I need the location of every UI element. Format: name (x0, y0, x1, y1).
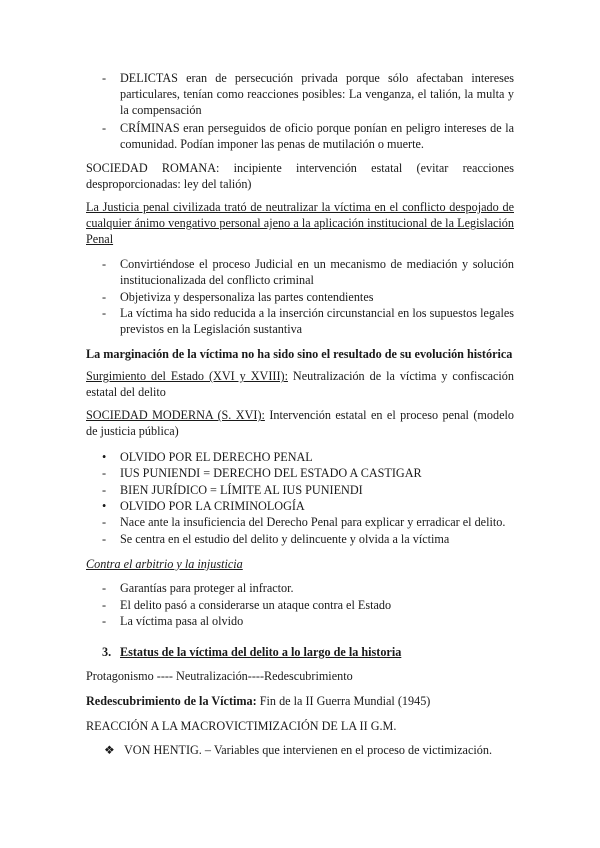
list-item-olvido-criminologia (102, 498, 514, 514)
marginacion-heading: La marginación de la víctima no ha sido sino el resultado de su evolución histórica (86, 347, 513, 361)
dash-marker: - (102, 257, 107, 271)
dash-marker: - (102, 290, 107, 304)
section-title: Estatus de la víctima del delito a lo largo de la historia (120, 645, 402, 659)
list-item-se-centra (102, 531, 514, 547)
sociedad-moderna-label: SOCIEDAD MODERNA (S. XVI): (86, 408, 265, 422)
contra-arbitrio-heading: Contra el arbitrio y la injusticia (86, 557, 243, 571)
list-item-text: CRÍMINAS eran perseguidos de oficio porque ponían en peligro intereses de la comunidad. Podían imponer las penas de mutilación o muerte. (120, 121, 514, 152)
justicia-penal-paragraph: La Justicia penal civilizada trató de neutralizar la víctima en el conflicto despojado de cualquier ánimo vengativo personal ajeno a la aplicación institucional de la Legislación Penal (86, 200, 514, 247)
dash-marker: - (102, 532, 107, 546)
list-item-text: DELICTAS eran de persecución privada porque sólo afectaban intereses particulares, tenían como reacciones posibles: La venganza, el talión, la multa y la compensación (120, 71, 514, 118)
protagonismo-line: Protagonismo ---- Neutralización----Redescubrimiento (86, 669, 353, 683)
redescubrimiento-label: Redescubrimiento de la Víctima: (86, 694, 257, 708)
list-item-text: El delito pasó a considerarse un ataque contra el Estado (120, 598, 392, 612)
list-item-objetiviza (102, 289, 514, 305)
list-item-victima-reducida (102, 305, 514, 337)
dash-marker: - (102, 71, 107, 85)
list-item-von-hentig (104, 742, 516, 758)
dash-marker: - (102, 614, 107, 628)
list-item-text: IUS PUNIENDI = DERECHO DEL ESTADO A CASTIGAR (120, 466, 422, 480)
list-item-text: Garantías para proteger al infractor. (120, 581, 294, 595)
list-item-delito-paso (102, 597, 514, 613)
list-item-text: Objetiviza y despersonaliza las partes contendientes (120, 290, 374, 304)
list-item-text: Convirtiéndose el proceso Judicial en un mecanismo de mediación y solución institucionalizada del conflicto criminal (120, 257, 514, 288)
sociedad-romana-paragraph: SOCIEDAD ROMANA: incipiente intervención estatal (evitar reacciones desproporcionadas: ley del talión) (86, 161, 514, 192)
list-item-text: La víctima ha sido reducida a la inserción circunstancial en los supuestos legales previstos en la Legislación sustantiva (120, 306, 514, 337)
list-item-text: La víctima pasa al olvido (120, 614, 244, 628)
dash-marker: - (102, 515, 107, 529)
list-item-text: Se centra en el estudio del delito y delincuente y olvida a la víctima (120, 532, 450, 546)
list-item-text: VON HENTIG. – Variables que intervienen en el proceso de victimización. (124, 743, 492, 757)
dash-marker: - (102, 598, 107, 612)
dash-marker: - (102, 581, 107, 595)
list-item-delictas (102, 70, 514, 119)
list-item-olvido-derecho (102, 449, 514, 465)
list-item-bien-juridico (102, 482, 514, 498)
list-item-text: BIEN JURÍDICO = LÍMITE AL IUS PUNIENDI (120, 483, 363, 497)
redescubrimiento-line (86, 693, 514, 709)
surgimiento-text: Neutralización de la víctima y confiscación estatal del delito (86, 369, 514, 400)
list-item-text: OLVIDO POR LA CRIMINOLOGÍA (120, 499, 305, 513)
list-item-text: OLVIDO POR EL DERECHO PENAL (120, 450, 313, 464)
sociedad-moderna-paragraph (86, 407, 514, 439)
dash-marker: - (102, 466, 107, 480)
list-item-criminas (102, 120, 514, 152)
bullet-marker: • (102, 450, 107, 464)
dash-marker: - (102, 121, 107, 135)
sociedad-moderna-text: Intervención estatal en el proceso penal (modelo de justicia pública) (86, 408, 514, 439)
list-item-text: Nace ante la insuficiencia del Derecho Penal para explicar y erradicar el delito. (120, 515, 506, 529)
list-item-nace (102, 514, 514, 530)
list-item-victima-olvido (102, 613, 514, 629)
dash-marker: - (102, 483, 107, 497)
list-item-proceso-judicial (102, 256, 514, 288)
bullet-marker: • (102, 499, 107, 513)
redescubrimiento-text: Fin de la II Guerra Mundial (1945) (256, 694, 431, 708)
dash-marker: - (102, 306, 107, 320)
diamond-bullet-icon: ❖ (104, 743, 115, 757)
section-number: 3. (102, 645, 112, 659)
list-item-garantias (102, 580, 514, 596)
reaccion-line: REACCIÓN A LA MACROVICTIMIZACIÓN DE LA II G.M. (86, 719, 397, 733)
surgimiento-paragraph (86, 368, 514, 400)
list-item-ius-puniendi (102, 465, 514, 481)
section-3-heading (102, 644, 514, 660)
surgimiento-label: Surgimiento del Estado (XVI y XVIII): (86, 369, 288, 383)
